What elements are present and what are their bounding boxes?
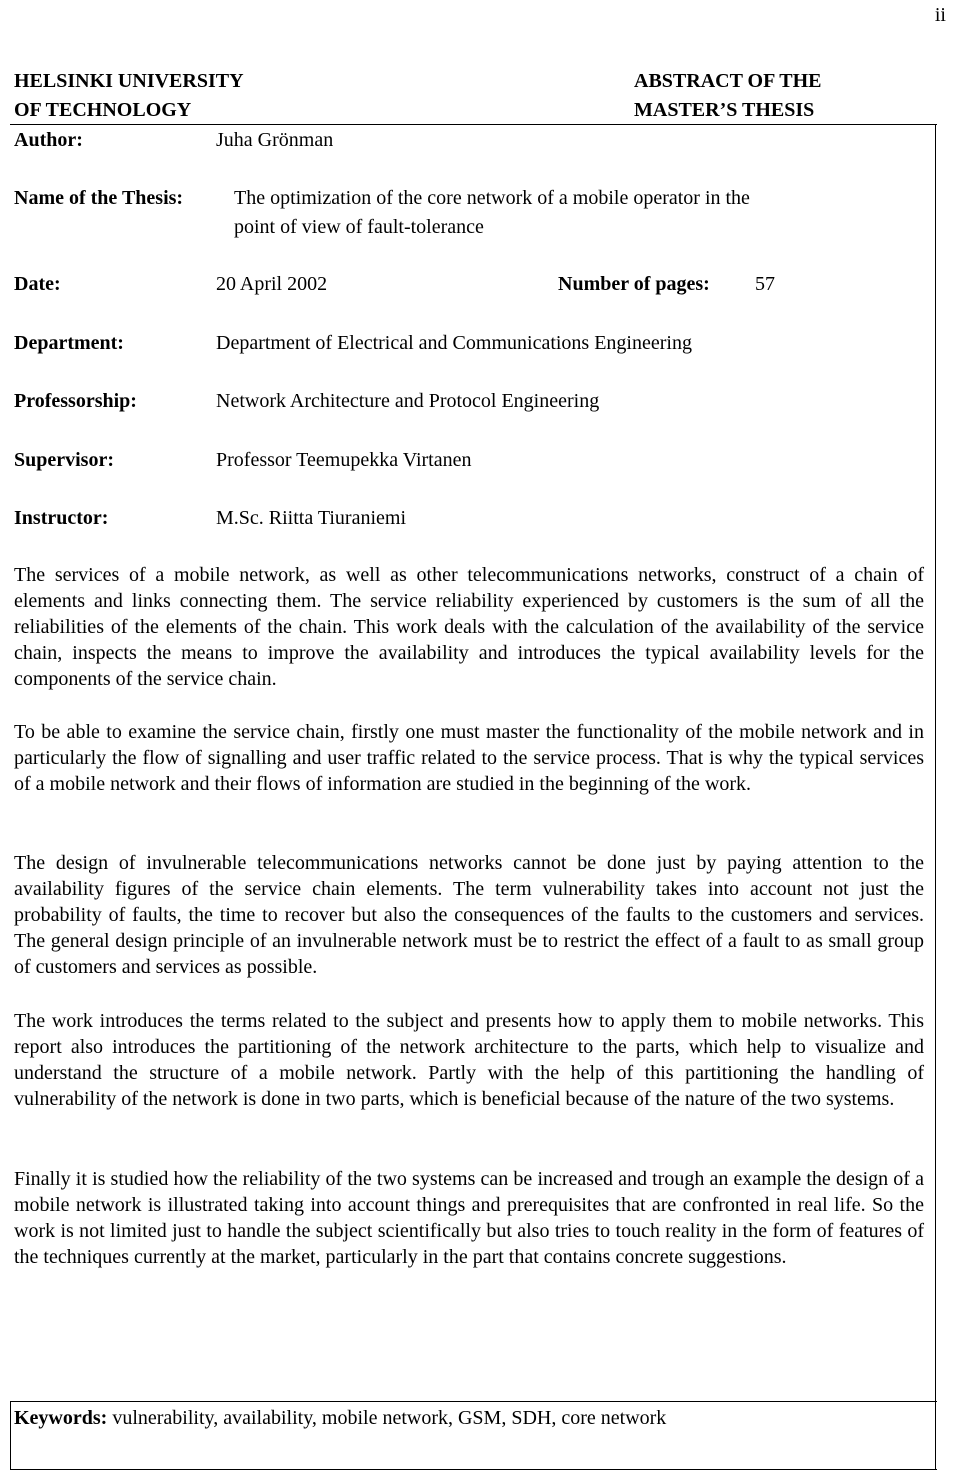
author-value: Juha Grönman	[216, 129, 334, 151]
pages-label: Number of pages:	[558, 273, 710, 295]
supervisor-value: Professor Teemupekka Virtanen	[216, 449, 472, 471]
frame-top-rule	[10, 124, 937, 125]
abstract-paragraph-4: The work introduces the terms related to the subject and presents how to apply them to mobile networks. This report also introduces the partitioning of the network architecture to the parts, which help to visualize and understand the structure of a mobile network. Partly with the help of this partitioning the handling of vulnerability of the network is done in two parts, which is beneficial because of the nature of the two systems.	[14, 1010, 924, 1110]
page-number: ii	[934, 4, 946, 26]
keywords-line	[14, 1405, 666, 1431]
thesis-title-line1: The optimization of the core network of a mobile operator in the	[234, 187, 750, 209]
professorship-label: Professorship:	[14, 390, 137, 412]
thesis-label: Name of the Thesis:	[14, 187, 184, 209]
pages-value: 57	[755, 273, 775, 295]
university-name-line2: OF TECHNOLOGY	[14, 99, 192, 121]
supervisor-label: Supervisor:	[14, 449, 114, 471]
frame-right-rule	[935, 124, 936, 1470]
abstract-title-line1: ABSTRACT OF THE	[634, 70, 822, 92]
professorship-value: Network Architecture and Protocol Engineering	[216, 390, 600, 412]
keywords-left-rule	[10, 1402, 11, 1470]
abstract-title-line2: MASTER’S THESIS	[634, 99, 815, 121]
university-name-line1: HELSINKI UNIVERSITY	[14, 70, 244, 92]
instructor-label: Instructor:	[14, 507, 109, 529]
author-label: Author:	[14, 129, 83, 151]
thesis-title-line2: point of view of fault-tolerance	[234, 216, 484, 238]
department-label: Department:	[14, 332, 124, 354]
frame-bottom-rule	[10, 1469, 937, 1470]
keywords-value: vulnerability, availability, mobile network, GSM, SDH, core network	[112, 1407, 667, 1429]
date-value: 20 April 2002	[216, 273, 328, 295]
abstract-paragraph-5: Finally it is studied how the reliability of the two systems can be increased and trough an example the design of a mobile network is illustrated taking into account things and prerequisites that are confronted in real life. So the work is not limited just to handle the subject scientifically but also tries to touch reality in the form of features of the techniques currently at the market, particularly in the part that contains concrete suggestions.	[14, 1168, 924, 1268]
abstract-paragraph-1: The services of a mobile network, as well as other telecommunications networks, construct of a chain of elements and links connecting them. The service reliability experienced by customers is the sum of all the reliabilities of the elements of the chain. This work deals with the calculation of the availability of the service chain, inspects the means to improve the availability and introduces the typical availability levels for the components of the service chain.	[14, 564, 924, 690]
abstract-paragraph-3: The design of invulnerable telecommunications networks cannot be done just by paying attention to the availability figures of the service chain elements. The term vulnerability takes into account not just the probability of faults, the time to recover but also the consequences of the faults to the customers and services. The general design principle of an invulnerable network must be to restrict the effect of a fault to as small group of customers and services as possible.	[14, 852, 924, 978]
keywords-label: Keywords:	[14, 1407, 108, 1429]
abstract-paragraph-2: To be able to examine the service chain, firstly one must master the functionality of the mobile network and in particularly the flow of signalling and user traffic related to the service process. That is why the typical services of a mobile network and their flows of information are studied in the beginning of the work.	[14, 721, 924, 795]
department-value: Department of Electrical and Communications Engineering	[216, 332, 692, 354]
instructor-value: M.Sc. Riitta Tiuraniemi	[216, 507, 407, 529]
date-label: Date:	[14, 273, 61, 295]
keywords-top-rule	[10, 1401, 937, 1402]
